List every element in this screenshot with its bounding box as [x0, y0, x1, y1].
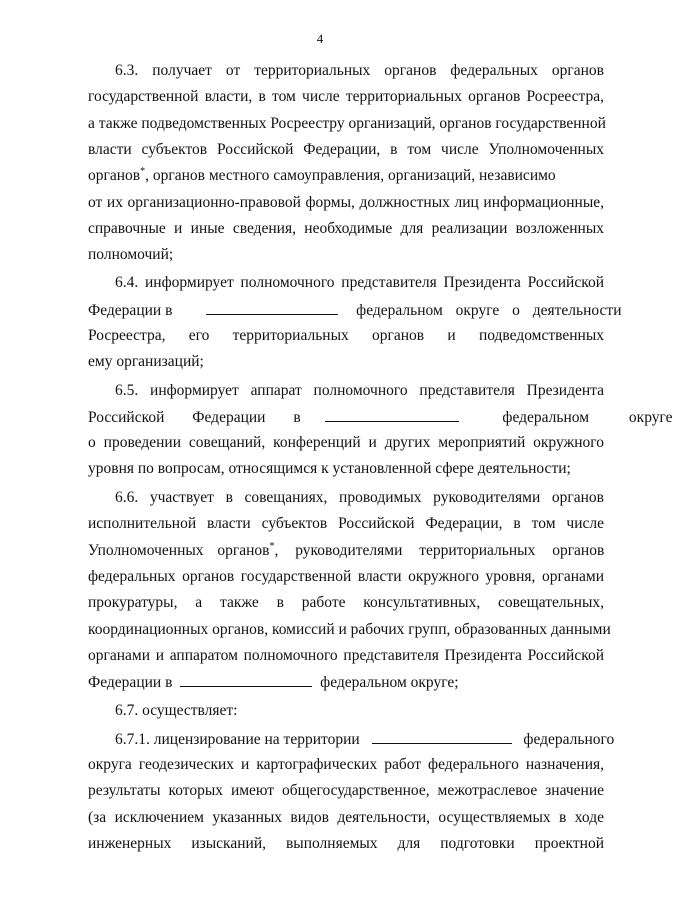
p671-line-1-end: федерального — [523, 731, 615, 748]
p64-line-4: ему организаций; — [88, 353, 204, 370]
p64-line-3: Росреестра, его территориальных органов и подведомственных — [88, 327, 604, 344]
p671-line-3: результаты которых имеют общегосударственное, межотраслевое значение — [88, 782, 604, 799]
p66-line-3 — [88, 542, 604, 560]
p66-line-1: 6.6. участвует в совещаниях, проводимых руководителями органов — [115, 489, 604, 506]
p65-line-4: уровня по вопросам, относящимся к установленной сфере деятельности; — [88, 460, 571, 477]
district-blank — [206, 301, 338, 315]
p63-line-5 — [88, 167, 604, 185]
p63-line-8: полномочий; — [88, 246, 174, 263]
p64-line-2-end: федеральном округе о деятельности — [356, 302, 622, 319]
p671-line-2: округа геодезических и картографических работ федерального назначения, — [88, 756, 604, 773]
footnote-marker: * — [269, 541, 275, 552]
p63-line-7: справочные и иные сведения, необходимые для реализации возложенных — [88, 220, 604, 237]
p64-line-2 — [88, 301, 622, 319]
district-blank — [325, 408, 459, 422]
p64-line-1: 6.4. информирует полномочного представителя Президента Российской — [115, 274, 604, 291]
p66-line-8 — [88, 673, 604, 691]
p66-line-5: прокуратуры, а также в работе консультативных, совещательных, — [88, 594, 604, 611]
p65-line-2 — [88, 408, 673, 426]
footnote-marker: * — [140, 166, 146, 177]
p63-line-5-start: органов — [88, 167, 141, 184]
p65-line-2-start: Российской Федерации в — [88, 409, 301, 426]
p65-line-3: о проведении совещаний, конференций и других мероприятий окружного — [88, 434, 604, 451]
district-blank — [372, 730, 512, 744]
p63-line-4: власти субъектов Российской Федерации, в том числе Уполномоченных — [88, 141, 604, 158]
p66-line-3-end: , руководителями территориальных органов — [274, 542, 605, 559]
p66-line-8-end: федеральном округе; — [320, 674, 459, 691]
p63-line-6: от их организационно-правовой формы, должностных лиц информационные, — [88, 194, 604, 211]
p66-line-7: органами и аппаратом полномочного представителя Президента Российской — [88, 647, 604, 664]
p65-line-2-end: федеральном округе — [502, 409, 673, 426]
p67-line-1: 6.7. осуществляет: — [115, 702, 238, 719]
p66-line-6: координационных органов, комиссий и рабочих групп, образованных данными — [88, 621, 611, 638]
p671-line-4: (за исключением указанных видов деятельности, осуществляемых в ходе — [88, 809, 604, 826]
p671-line-5: инженерных изысканий, выполняемых для подготовки проектной — [88, 835, 604, 852]
district-blank — [180, 673, 312, 687]
p65-line-1: 6.5. информирует аппарат полномочного представителя Президента — [115, 382, 604, 399]
p66-line-8-start: Федерации в — [88, 674, 173, 691]
p66-line-4: федеральных органов государственной власти окружного уровня, органами — [88, 568, 604, 585]
p63-line-1: 6.3. получает от территориальных органов федеральных органов — [115, 62, 604, 79]
p671-line-1 — [115, 730, 615, 748]
p63-line-2: государственной власти, в том числе территориальных органов Росреестра, — [88, 88, 604, 105]
p671-line-1-start: 6.7.1. лицензирование на территории — [115, 731, 360, 748]
p63-line-3: а также подведомственных Росреестру организаций, органов государственной — [88, 115, 606, 132]
p66-line-3-start: Уполномоченных органов — [88, 542, 270, 559]
p64-line-2-start: Федерации в — [88, 302, 173, 319]
page-number: 4 — [316, 31, 324, 46]
p66-line-2: исполнительной власти субъектов Российской Федерации, в том числе — [88, 515, 604, 532]
p63-line-5-end: , органов местного самоуправления, организаций, независимо — [145, 167, 556, 184]
